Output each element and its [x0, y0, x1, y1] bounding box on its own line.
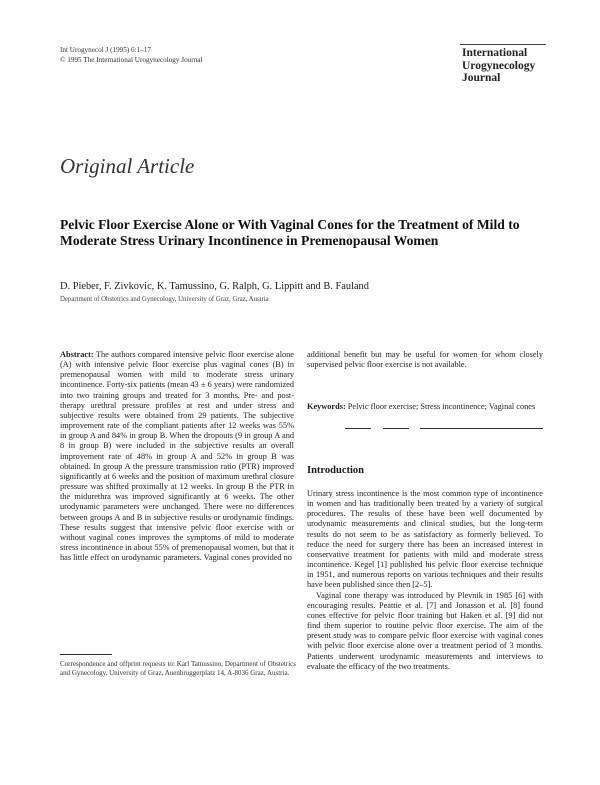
keywords-label: Keywords: [307, 402, 346, 411]
abstract-label: Abstract: [60, 350, 94, 359]
journal-citation [60, 46, 202, 65]
introduction-heading: Introduction [307, 465, 364, 476]
introduction-body [307, 489, 543, 672]
journal-name [462, 47, 535, 85]
keywords-divider [383, 428, 409, 429]
abstract-text: The authors compared intensive pelvic floor exercise alone (A) with intensive pelvic floor exercise plus vaginal cones (B) in premenopausal women with mild to moderate stress urinary incontinence. Forty-six patients (mean 43 ± 6 years) were randomized into two training groups and treated for 3 months. Pre- and post-therapy urethral pressure profiles at rest and under stress and subjective results were obtained from 29 patients. The subjective improvement rate of the compliant patients after 12 weeks was 55% in group A and 84% in group B. When the dropouts (9 in group A and 8 in group B) were included in the subjective results an overall improvement rate of 48% in group A and 52% in group B was obtained. In group A the pressure transmission ratio (PTR) improved significantly at 6 weeks and the position of maximum urethral closure pressure was shifted proximally at 12 weeks. In group B the PTR in the midurethra was improved significantly at 6 weeks. The other urodynamic parameters were unchanged. There were no differences between groups A and B in subjective results or urodynamic findings. These results suggest that intensive pelvic floor exercise with or without vaginal cones improves the symptoms of mild to moderate stress incontinence in about 55% of premenopausal women, but that it has little effect on urodynamic parameters. Vaginal cones provided no [60, 350, 294, 563]
introduction-paragraph: Urinary stress incontinence is the most common type of incontinence in women and has traditionally been treated by a variety of surgical procedures. The results of these have been well documented by urodynamic measurements and clinical studies, but the long-term results do not seem to be as satisfactory as formerly believed. To reduce the need for surgery there has been an increased interest in conservative treatment for patients with mild and moderate stress incontinence. Kegel [1] published his pelvic floor exercise technique in 1951, and numerous reports on various techniques and their results have been published since then [2–5]. [307, 489, 543, 590]
journal-name-line: International [462, 47, 528, 59]
article-title: Pelvic Floor Exercise Alone or With Vaginal Cones for the Treatment of Mild to Moderate Stress Urinary Incontinence in Premenopausal Women [60, 217, 520, 248]
section-label: Original Article [60, 154, 195, 178]
abstract-paragraph [60, 350, 294, 563]
correspondence-footnote: Correspondence and offprint requests to: Karl Tamussino, Department of Obstetrics and Gynecology, University of Graz, Auenbruggerplatz 14, A-8036 Graz, Austria. [60, 660, 296, 677]
keywords [307, 402, 543, 412]
abstract-continuation: additional benefit but may be useful for women for whom closely supervised pelvic floor exercise is not available. [307, 350, 543, 370]
introduction-paragraph: Vaginal cone therapy was introduced by Plevnik in 1985 [6] with encouraging results. Peattie et al. [7] and Jonasson et al. [8] found cones effective for pelvic floor training but Haken et al. [9] did not find them superior to routine pelvic floor exercise. The aim of the present study was to compare pelvic floor exercise with vaginal cones with pelvic floor exercise alone over a treatment period of 3 months. Patients underwent urodynamic measurements and interviews to evaluate the efficacy of the two treatments. [307, 590, 543, 671]
citation-line-copyright: © 1995 The International Urogynecology Journal [60, 55, 203, 64]
journal-name-line: Journal [462, 72, 501, 84]
keywords-divider [345, 428, 371, 429]
affiliation: Department of Obstetrics and Gynecology, University of Graz, Graz, Austria [60, 296, 269, 303]
journal-name-rule [460, 44, 546, 45]
keywords-divider [420, 428, 543, 429]
author-list: D. Pieber, F. Zivkovic, K. Tamussino, G. Ralph, G. Lippitt and B. Fauland [60, 281, 369, 292]
keywords-text: Pelvic floor exercise; Stress incontinence; Vaginal cones [347, 402, 536, 411]
citation-line-volume: Int Urogynecol J (1995) 6:1–17 [60, 46, 152, 54]
journal-name-line: Urogynecology [462, 59, 536, 72]
abstract-column [60, 350, 294, 563]
footnote-rule [60, 654, 112, 655]
